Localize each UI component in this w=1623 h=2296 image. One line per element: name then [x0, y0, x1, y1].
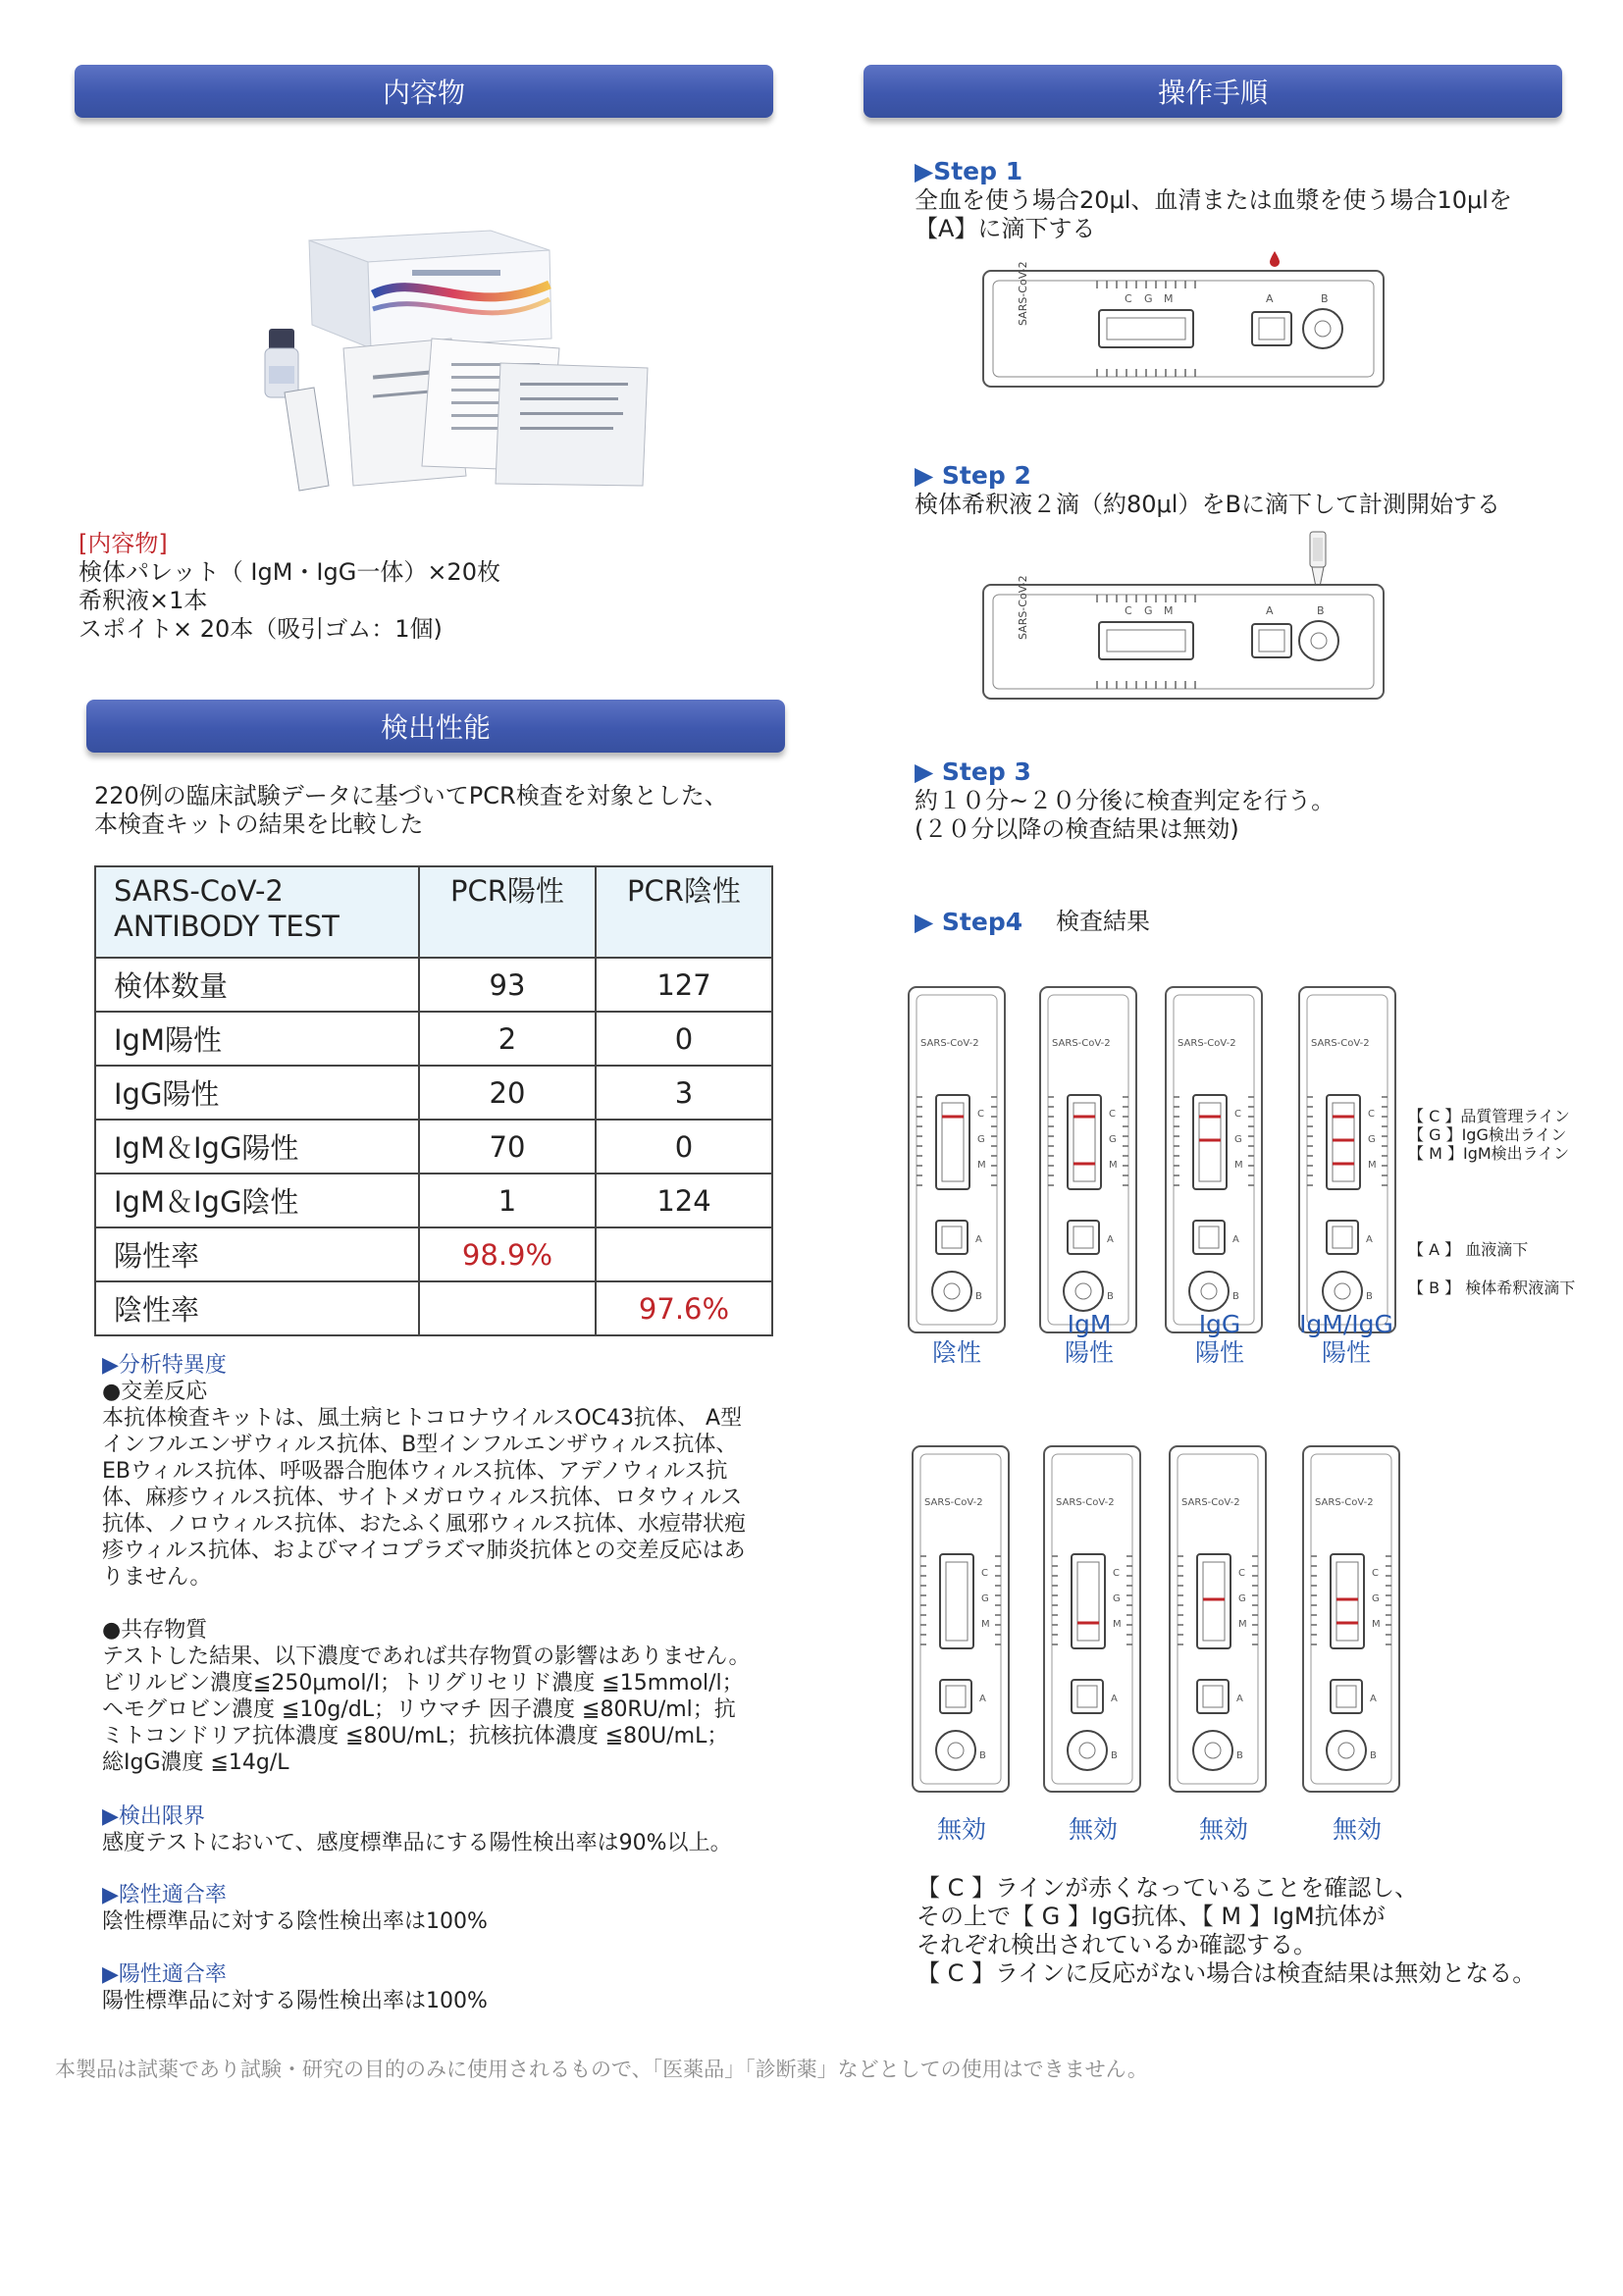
cassette-label-a: A — [1266, 604, 1274, 617]
cassette-label-m: M — [1113, 1619, 1122, 1630]
pos-rate-title: ▶陽性適合率 — [102, 1962, 227, 1987]
step2-cassette-diagram — [979, 530, 1391, 702]
cassette-label-b: B — [1366, 1291, 1373, 1302]
cassette-label-m: M — [1368, 1160, 1377, 1171]
contents-label: [内容物] — [79, 530, 168, 557]
row-label: IgM陽性 — [95, 1012, 419, 1066]
cassette-label-b: B — [1232, 1291, 1239, 1302]
cross-line-3: EBウィルス抗体、呼吸器合胞体ウィルス抗体、アデノウィルス抗 — [102, 1459, 728, 1484]
limit-title: ▶検出限界 — [102, 1804, 205, 1829]
cell-pos: 98.9% — [419, 1227, 596, 1281]
cassette-label-b: B — [1317, 604, 1325, 617]
step2-line-1: 検体希釈液２滴（約80μl）をBに滴下して計測開始する — [915, 491, 1500, 518]
table-header-row — [95, 866, 772, 958]
cell-pos: 70 — [419, 1120, 596, 1174]
cassette-label-b: B — [979, 1750, 986, 1761]
coexist-line-4: ミトコンドリア抗体濃度 ≦80U/mL；抗核抗体濃度 ≦80U/mL； — [102, 1724, 729, 1748]
invalid-label-2: 無効 — [1068, 1815, 1118, 1844]
cassette-label-a: A — [1107, 1234, 1114, 1245]
cassette-label-c: C — [1109, 1109, 1116, 1120]
coexist-line-1: テストした結果、以下濃度であれば共存物質の影響はありません。 — [102, 1644, 751, 1669]
cell-pos: 1 — [419, 1174, 596, 1227]
cassette-label-m: M — [1234, 1160, 1243, 1171]
cassette-label-a: A — [1266, 292, 1274, 305]
cassette-label-a: A — [975, 1234, 982, 1245]
result-label-igm: IgM 陽性 — [1064, 1310, 1114, 1367]
cassette-label-a: A — [1236, 1694, 1243, 1704]
row-label: 陰性率 — [95, 1281, 419, 1335]
cell-neg: 127 — [596, 958, 772, 1012]
cross-reaction-title: ●交差反応 — [102, 1380, 208, 1404]
cassette-label-c: C — [1368, 1109, 1375, 1120]
result-label-igm-igg: IgM/IgG 陽性 — [1299, 1310, 1393, 1367]
row-label: IgM＆IgG陽性 — [95, 1120, 419, 1174]
cell-pos — [419, 1281, 596, 1335]
performance-header-text: 検出性能 — [380, 711, 491, 744]
step1-title: ▶Step 1 — [915, 157, 1023, 185]
cassette-label-g: G — [1144, 604, 1153, 617]
results-row2-diagram — [903, 1442, 1501, 1796]
cassette-label-b: B — [1107, 1291, 1114, 1302]
cassette-label-c: C — [981, 1568, 988, 1579]
cell-neg: 3 — [596, 1066, 772, 1120]
cassette-label-c: C — [1238, 1568, 1245, 1579]
cassette-label-b: B — [1111, 1750, 1118, 1761]
cassette-label-a: A — [1111, 1694, 1118, 1704]
neg-rate-title: ▶陰性適合率 — [102, 1883, 227, 1907]
cassette-label-g: G — [1144, 292, 1153, 305]
cassette-label-c: C — [1372, 1568, 1379, 1579]
results-table — [94, 865, 773, 1336]
cross-line-7: りません。 — [102, 1565, 212, 1590]
specificity-title: ▶分析特異度 — [102, 1353, 227, 1378]
limit-text: 感度テストにおいて、感度標準品にする陽性検出率は90%以上。 — [102, 1831, 732, 1855]
cassette-label-g: G — [1372, 1593, 1380, 1604]
coexist-line-2: ビリルビン濃度≦250μmol/l；トリグリセリド濃度 ≦15mmol/l； — [102, 1671, 744, 1696]
coexist-line-3: ヘモグロビン濃度 ≦10g/dL；リウマチ 因子濃度 ≦80RU/ml；抗 — [102, 1697, 736, 1722]
table-title-line-1: SARS-CoV-2 — [114, 874, 284, 908]
step3-title: ▶ Step 3 — [915, 757, 1031, 786]
step2-cassette-brand: SARS-CoV-2 — [1017, 575, 1029, 640]
cassette-label-m: M — [981, 1619, 990, 1630]
cassette-brand: SARS-CoV-2 — [924, 1497, 983, 1508]
cassette-label-b: B — [1321, 292, 1329, 305]
invalid-cassette-1 — [913, 1446, 1009, 1792]
cassette-label-m: M — [1109, 1160, 1118, 1171]
cassette-brand: SARS-CoV-2 — [1178, 1038, 1236, 1049]
step4-title: ▶ Step4 — [915, 908, 1023, 936]
table-row — [95, 1227, 772, 1281]
intro-line-1: 220例の臨床試験データに基づいてPCR検査を対象とした、 — [94, 782, 728, 809]
cassette-label-g: G — [1234, 1134, 1242, 1145]
cassette-label-g: G — [977, 1134, 985, 1145]
cell-pos: 20 — [419, 1066, 596, 1120]
neg-rate-text: 陰性標準品に対する陰性検出率は100% — [102, 1909, 488, 1934]
step1-line-1: 全血を使う場合20μl、血清または血漿を使う場合10μlを — [915, 186, 1512, 214]
cassette-brand: SARS-CoV-2 — [1311, 1038, 1370, 1049]
table-title-line-2: ANTIBODY TEST — [114, 910, 340, 943]
table-row — [95, 1066, 772, 1120]
result-cassette-negative — [909, 987, 1005, 1332]
cross-line-1: 本抗体検査キットは、風土病ヒトコロナウイルスOC43抗体、 A型 — [102, 1406, 743, 1431]
cassette-label-m: M — [1372, 1619, 1381, 1630]
table-row — [95, 958, 772, 1012]
invalid-cassette-2 — [1044, 1446, 1140, 1792]
cell-neg — [596, 1227, 772, 1281]
cassette-label-c: C — [1113, 1568, 1120, 1579]
contents-line-2: 希釈液×1本 — [79, 587, 208, 614]
coexist-line-5: 総IgG濃度 ≦14g/L — [102, 1750, 289, 1775]
table-row — [95, 1174, 772, 1227]
cassette-label-c: C — [1125, 604, 1132, 617]
table-title-cell — [95, 866, 419, 958]
result-cassette-igm-igg — [1299, 987, 1395, 1332]
result-label-negative: 陰性 — [931, 1338, 981, 1367]
col-pcr-positive: PCR陽性 — [419, 866, 596, 958]
cassette-label-g: G — [1238, 1593, 1246, 1604]
cassette-brand: SARS-CoV-2 — [920, 1038, 979, 1049]
result-cassette-igg — [1166, 987, 1262, 1332]
cell-neg: 0 — [596, 1120, 772, 1174]
product-photo — [255, 201, 657, 496]
row-label: 陽性率 — [95, 1227, 419, 1281]
cell-neg: 0 — [596, 1012, 772, 1066]
cassette-label-g: G — [1368, 1134, 1376, 1145]
cross-line-4: 体、麻疹ウィルス抗体、サイトメガロウィルス抗体、ロタウィルス — [102, 1486, 743, 1510]
legend-m: 【 M 】IgM検出ライン — [1408, 1144, 1570, 1163]
invalid-cassette-3 — [1170, 1446, 1266, 1792]
row-label: IgM＆IgG陰性 — [95, 1174, 419, 1227]
cassette-label-g: G — [981, 1593, 989, 1604]
coexist-title: ●共存物質 — [102, 1618, 208, 1643]
row-label: 検体数量 — [95, 958, 419, 1012]
cell-neg: 97.6% — [596, 1281, 772, 1335]
cassette-brand: SARS-CoV-2 — [1315, 1497, 1374, 1508]
cross-line-6: 疹ウィルス抗体、およびマイコプラズマ肺炎抗体との交差反応はあ — [102, 1539, 746, 1563]
cassette-label-a: A — [1370, 1694, 1377, 1704]
step4-subtitle: 検査結果 — [1056, 908, 1150, 935]
cassette-label-g: G — [1113, 1593, 1121, 1604]
legend-g: 【 G 】IgG検出ライン — [1408, 1125, 1567, 1144]
step3-line-1: 約１０分~２０分後に検査判定を行う。 — [915, 787, 1335, 814]
procedure-header — [864, 65, 1562, 118]
step2-title: ▶ Step 2 — [915, 461, 1031, 490]
contents-line-1: 検体パレット（ IgM・IgG一体）×20枚 — [79, 558, 500, 586]
invalid-label-3: 無効 — [1198, 1815, 1248, 1844]
cassette-label-c: C — [1125, 292, 1132, 305]
result-label-igg: IgG 陽性 — [1194, 1310, 1244, 1367]
cassette-label-b: B — [1236, 1750, 1243, 1761]
cassette-label-a: A — [1366, 1234, 1373, 1245]
contents-header-text: 内容物 — [382, 77, 465, 109]
cassette-label-m: M — [1164, 604, 1174, 617]
step1-cassette-diagram — [979, 247, 1391, 394]
cassette-label-b: B — [975, 1291, 982, 1302]
legend-a: 【 A 】 血液滴下 — [1408, 1240, 1529, 1259]
pos-rate-text: 陽性標準品に対する陽性検出率は100% — [102, 1989, 488, 2013]
confirm-line-2: その上で【 G 】IgG抗体、【 M 】IgM抗体が — [916, 1903, 1386, 1930]
table-row — [95, 1120, 772, 1174]
table-row — [95, 1281, 772, 1335]
step3-line-2: (２０分以降の検査結果は無効) — [915, 815, 1239, 843]
cell-pos: 93 — [419, 958, 596, 1012]
confirm-line-3: それぞれ検出されているか確認する。 — [916, 1931, 1317, 1958]
step1-cassette-brand: SARS-CoV-2 — [1017, 261, 1029, 326]
cassette-brand: SARS-CoV-2 — [1052, 1038, 1111, 1049]
cassette-label-b: B — [1370, 1750, 1377, 1761]
blood-drop-icon — [1270, 251, 1280, 267]
contents-line-3: スポイト× 20本（吸引ゴム：1個) — [79, 615, 443, 643]
cassette-brand: SARS-CoV-2 — [1056, 1497, 1115, 1508]
cassette-label-c: C — [977, 1109, 984, 1120]
cell-pos: 2 — [419, 1012, 596, 1066]
cassette-label-c: C — [1234, 1109, 1241, 1120]
cell-neg: 124 — [596, 1174, 772, 1227]
invalid-label-1: 無効 — [936, 1815, 986, 1844]
cross-line-5: 抗体、ノロウィルス抗体、おたふく風邪ウィルス抗体、水痘帯状疱 — [102, 1512, 747, 1537]
cassette-label-g: G — [1109, 1134, 1117, 1145]
cassette-label-m: M — [1238, 1619, 1247, 1630]
cassette-label-a: A — [979, 1694, 986, 1704]
confirm-line-1: 【 C 】ラインが赤くなっていることを確認し、 — [916, 1874, 1419, 1902]
disclaimer-footer: 本製品は試薬であり試験・研究の目的のみに使用されるもので、「医薬品」「診断薬」などとしての使用はできません。 — [55, 2058, 1148, 2081]
contents-header — [75, 65, 773, 118]
dropper-icon — [1310, 532, 1326, 587]
row-label: IgG陽性 — [95, 1066, 419, 1120]
procedure-header-text: 操作手順 — [1157, 77, 1268, 109]
cassette-label-a: A — [1232, 1234, 1239, 1245]
legend-c: 【 C 】品質管理ライン — [1408, 1107, 1570, 1125]
intro-line-2: 本検査キットの結果を比較した — [94, 810, 424, 838]
confirm-line-4: 【 C 】ラインに反応がない場合は検査結果は無効となる。 — [916, 1959, 1537, 1987]
col-pcr-negative: PCR陰性 — [596, 866, 772, 958]
cassette-brand: SARS-CoV-2 — [1181, 1497, 1240, 1508]
table-row — [95, 1012, 772, 1066]
cassette-label-m: M — [1164, 292, 1174, 305]
invalid-label-4: 無効 — [1332, 1815, 1382, 1844]
invalid-cassette-4 — [1303, 1446, 1399, 1792]
legend-b: 【 B 】 検体希釈液滴下 — [1408, 1278, 1576, 1297]
performance-header — [86, 700, 785, 753]
result-cassette-igm — [1040, 987, 1136, 1332]
cross-line-2: インフルエンザウィルス抗体、B型インフルエンザウィルス抗体、 — [102, 1433, 738, 1457]
step1-line-2: 【A】に滴下する — [915, 215, 1096, 242]
cassette-label-m: M — [977, 1160, 986, 1171]
